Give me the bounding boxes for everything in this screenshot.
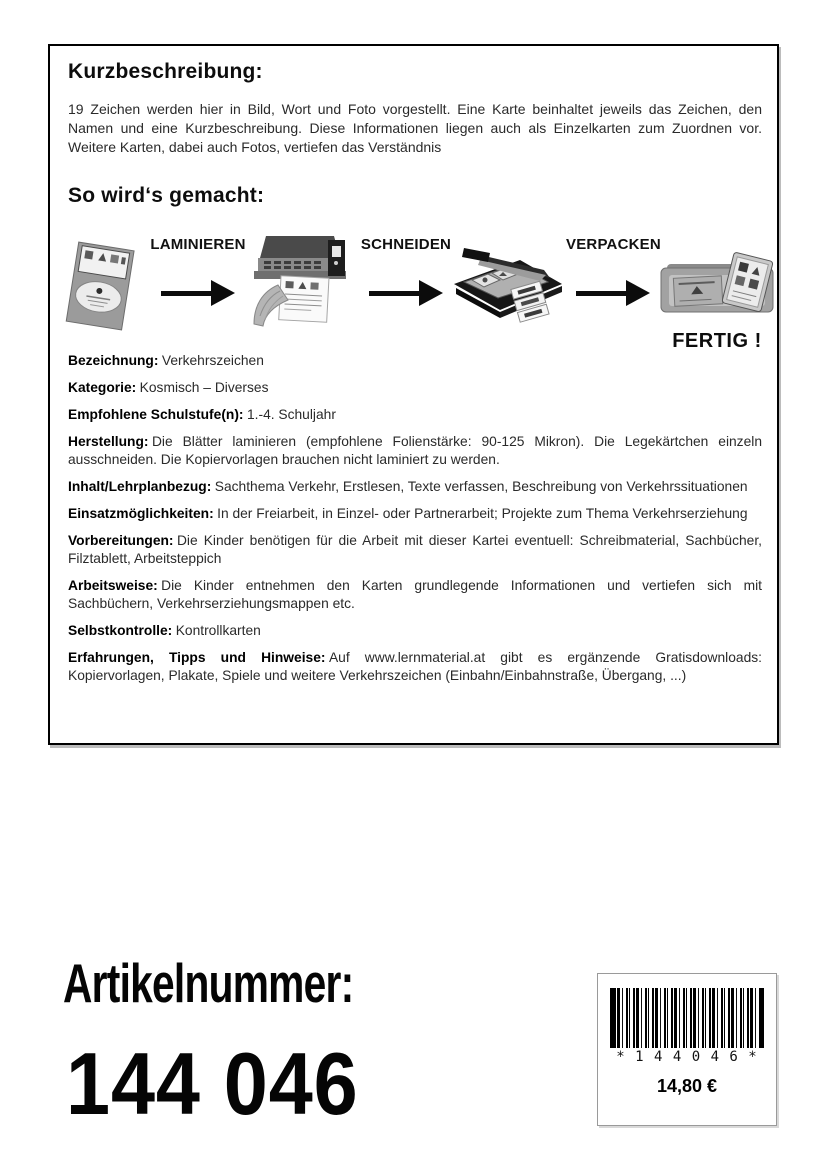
detail-schulstufe [68,406,762,424]
detail-value: In der Freiarbeit, in Einzel- oder Partnerarbeit; Projekte zum Thema Verkehrserziehung [217,506,748,521]
photo-paper-cutter-icon [450,240,566,324]
price-text: 14,80 € [656,1076,718,1096]
detail-value: Die Blätter laminieren (empfohlene Folienstärke: 90-125 Mikron). Die Legekärtchen einzeln ausschneiden. Die Kopiervorlagen brauchen nicht laminiert zu werden. [68,434,762,467]
detail-value: Die Kinder benötigen für die Arbeit mit dieser Kartei eventuell: Schreibmaterial, Sachbücher, Filztablett, Arbeitsteppich [68,533,762,566]
article-number-label: Artikelnummer: [63,952,354,1014]
price-label-sticker [597,973,777,1126]
detail-value: Auf www.lernmaterial.at gibt es ergänzende Gratisdownloads: Kopiervorlagen, Plakate, Spiele und weitere Verkehrszeichen (Einbahn/Einbahnstraße, Übergang, ...) [68,650,762,683]
detail-kategorie [68,379,762,397]
detail-label: Kategorie: [68,380,137,395]
detail-selbstkontrolle [68,622,762,640]
detail-herstellung [68,433,762,469]
detail-list [68,352,762,694]
photo-master-booklet-icon [60,240,140,334]
detail-label: Vorbereitungen: [68,533,174,548]
intro-paragraph: 19 Zeichen werden hier in Bild, Wort und Foto vorgestellt. Eine Karte beinhaltet jeweils das Zeichen, den Namen und eine Kurzbeschreibung. Diese Informationen liegen auch als Einzelkarten zum Zuordnen vor. Weitere Karten, dabei auch Fotos, vertiefen das Verständnis [68,101,762,155]
detail-einsatzmoeglichkeiten [68,505,762,523]
description-frame [48,44,779,745]
arrow-right-icon [161,280,235,306]
detail-label: Herstellung: [68,434,149,449]
photo-laminator-icon [252,232,348,328]
detail-label: Erfahrungen, Tipps und Hinweise: [68,650,326,665]
detail-erfahrungen [68,649,762,685]
done-label-fertig: FERTIG ! [672,330,762,352]
step-label-schneiden: SCHNEIDEN [360,236,452,253]
photo-packed-box-icon [659,244,775,318]
detail-value: 1.-4. Schuljahr [246,407,336,422]
detail-value: Kosmisch – Diverses [139,380,269,395]
arrow-right-icon [369,280,443,306]
detail-lehrplanbezug [68,478,762,496]
process-flow [60,232,774,354]
detail-value: Kontrollkarten [175,623,261,638]
detail-value: Die Kinder entnehmen den Karten grundlegende Informationen und vertiefen sich mit Sachbüchern, Verkehrserziehungsmappen etc. [68,578,762,611]
detail-arbeitsweise [68,577,762,613]
process-final-step [658,244,776,353]
detail-vorbereitungen [68,532,762,568]
process-connector-2 [356,236,456,253]
detail-bezeichnung [68,352,762,370]
process-connector-1 [148,236,248,253]
detail-value: Verkehrszeichen [161,353,264,368]
detail-label: Arbeitsweise: [68,578,158,593]
detail-label: Selbstkontrolle: [68,623,173,638]
detail-label: Bezeichnung: [68,353,159,368]
step-label-verpacken: VERPACKEN [566,236,661,253]
detail-value: Sachthema Verkehr, Erstlesen, Texte verfassen, Beschreibung von Verkehrssituationen [214,479,748,494]
detail-label: Inhalt/Lehrplanbezug: [68,479,212,494]
detail-label: Einsatzmöglichkeiten: [68,506,214,521]
process-connector-3 [566,236,660,253]
section-title-kurzbeschreibung: Kurzbeschreibung: [68,60,263,83]
arrow-right-icon [576,280,650,306]
barcode-icon [610,988,764,1048]
section-title-so-wirds-gemacht: So wird‘s gemacht: [68,184,265,207]
barcode-text: * 1 4 4 0 4 6 * [616,1049,758,1065]
detail-label: Empfohlene Schulstufe(n): [68,407,244,422]
article-number-value: 144 046 [66,1034,359,1133]
step-label-laminieren: LAMINIEREN [150,236,246,253]
